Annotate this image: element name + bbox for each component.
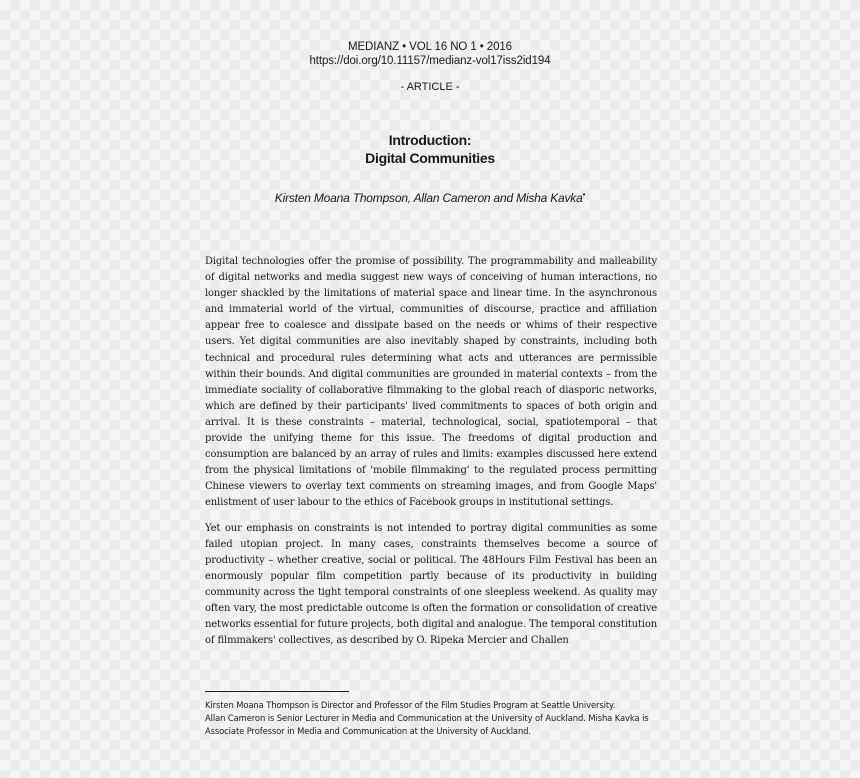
footnote-line: Allan Cameron is Senior Lecturer in Media and Communication at the University of Auckland. Misha Kavka is Associate Professor in Media and Communication at the University of Auckland.: [205, 713, 649, 736]
author-line: [0, 187, 860, 206]
journal-issue-line: MEDIANZ • VOL 16 NO 1 • 2016: [348, 41, 512, 53]
article-title-line-1: Introduction:: [388, 132, 472, 148]
footnote-marker: •: [582, 190, 586, 199]
journal-header: [0, 40, 860, 68]
doi-link[interactable]: https://doi.org/10.11157/medianz-vol17iss2id194: [309, 55, 551, 67]
author-footnote: [205, 699, 657, 738]
body-paragraph: Digital technologies offer the promise of possibility. The programmability and malleability of digital networks and media suggest new ways of conceiving of human interactions, no longer shackled by the limitations of material space and linear time. In the asynchronous and immaterial world of the virtual, communities of discourse, practice and affiliation appear free to coalesce and dissipate based on the needs or whims of their respective users. Yet digital communities are also inevitably shaped by constraints, including both technical and procedural rules determining what acts and utterances are permissible within their bounds. And digital communities are grounded in material contexts – from the immediate sociality of collaborative filmmaking to the global reach of diasporic networks, which are defined by their participants' lived commitments to spaces of both origin and arrival. It is these constraints – material, technological, social, spatiotemporal – that provide the unifying theme for this issue. The freedoms of digital production and consumption are balanced by an array of rules and limits: examples discussed here extend from the physical limitations of 'mobile filmmaking' to the regulated process permitting Chinese viewers to overlay text comments on streaming images, and from Google Maps' enlistment of user labour to the ethics of Facebook groups in institutional settings.: [205, 256, 657, 509]
article-title: [0, 131, 860, 167]
section-label: - ARTICLE -: [400, 81, 460, 93]
article-body: [205, 254, 657, 658]
article-title-line-2: Digital Communities: [365, 150, 495, 166]
body-paragraph: Yet our emphasis on constraints is not intended to portray digital communities as some failed utopian project. In many cases, constraints themselves become a source of productivity – whether creative, social or political. The 48Hours Film Festival has been an enormously popular film competition partly because of its productivity in building community across the tight temporal constraints of one sleepless weekend. As quality may often vary, the most predictable outcome is often the formation or consolidation of creative networks essential for future projects, both digital and analogue. The temporal constitution of filmmakers' collectives, as described by O. Ripeka Mercier and Challen: [205, 522, 657, 647]
author-names: Kirsten Moana Thompson, Allan Cameron and Misha Kavka: [274, 191, 583, 205]
footnote-line: Kirsten Moana Thompson is Director and Professor of the Film Studies Program at Seattle University.: [205, 700, 616, 710]
footnote-divider: [205, 691, 349, 692]
